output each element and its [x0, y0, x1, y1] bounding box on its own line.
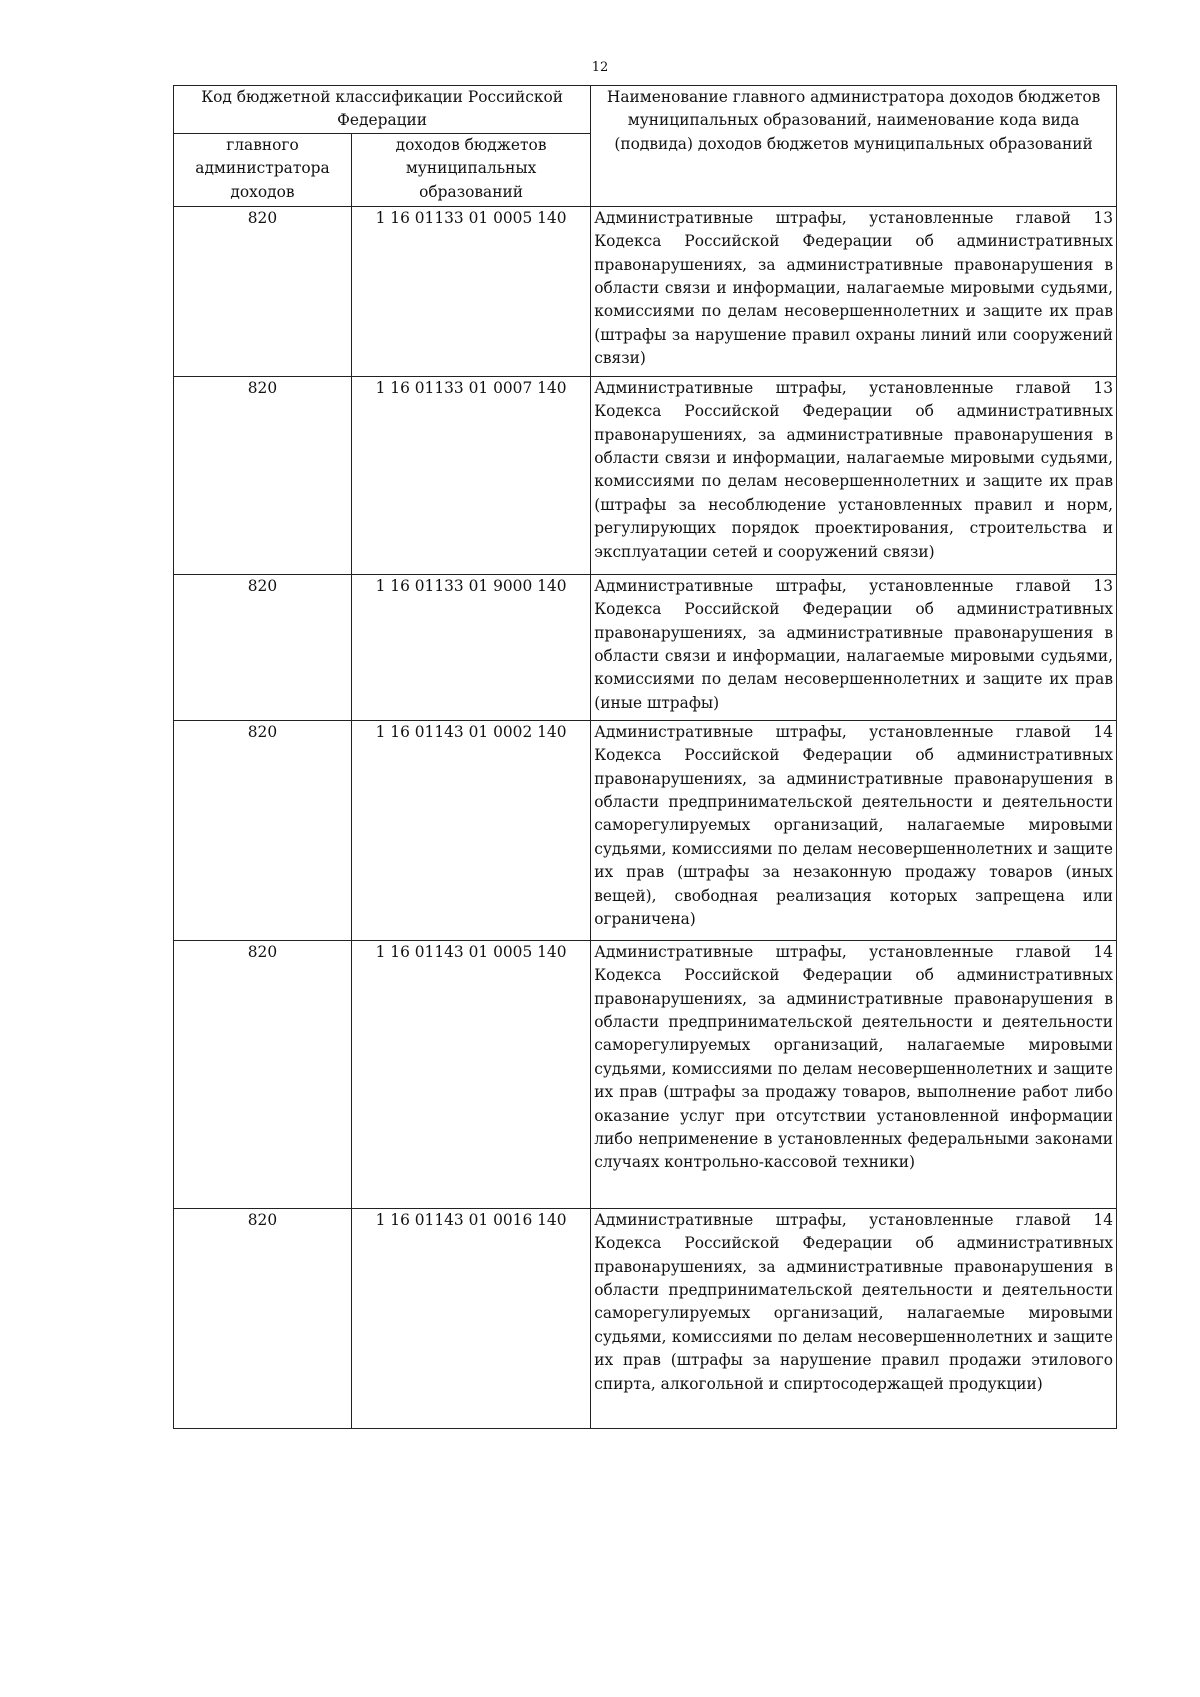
- table-row: [174, 940, 1117, 1208]
- row-income-code: 1 16 01143 01 0016 140: [351, 1208, 590, 1428]
- row-admin-code: 820: [174, 940, 352, 1208]
- table-row: [174, 720, 1117, 940]
- row-name: Административные штрафы, установленные главой 14 Кодекса Российской Федерации об административных правонарушениях, за административные правонарушения в области предпринимательской деятельности и деятельности саморегулируемых организаций, налагаемые мировыми судьями, комиссиями по делам несовершеннолетних и защите их прав (штрафы за нарушение правил продажи этилового спирта, алкогольной и спиртосодержащей продукции): [591, 1208, 1117, 1428]
- row-name: Административные штрафы, установленные главой 13 Кодекса Российской Федерации об административных правонарушениях, за административные правонарушения в области связи и информации, налагаемые мировыми судьями, комиссиями по делам несовершеннолетних и защите их прав (иные штрафы): [591, 574, 1117, 720]
- row-income-code: 1 16 01143 01 0005 140: [351, 940, 590, 1208]
- header-admin: главного администратора доходов: [174, 133, 352, 206]
- row-income-code: 1 16 01133 01 0005 140: [351, 206, 590, 376]
- table-row: [174, 206, 1117, 376]
- row-name: Административные штрафы, установленные главой 13 Кодекса Российской Федерации об административных правонарушениях, за административные правонарушения в области связи и информации, налагаемые мировыми судьями, комиссиями по делам несовершеннолетних и защите их прав (штрафы за несоблюдение установленных правил и норм, регулирующих порядок проектирования, строительства и эксплуатации сетей и сооружений связи): [591, 376, 1117, 574]
- row-admin-code: 820: [174, 376, 352, 574]
- budget-classification-table: [173, 85, 1117, 1429]
- row-admin-code: 820: [174, 1208, 352, 1428]
- row-name: Административные штрафы, установленные главой 14 Кодекса Российской Федерации об административных правонарушениях, за административные правонарушения в области предпринимательской деятельности и деятельности саморегулируемых организаций, налагаемые мировыми судьями, комиссиями по делам несовершеннолетних и защите их прав (штрафы за продажу товаров, выполнение работ либо оказание услуг при отсутствии установленной информации либо неприменение в установленных федеральными законами случаях контрольно-кассовой техники): [591, 940, 1117, 1208]
- page-number: 12: [591, 60, 609, 75]
- row-name: Административные штрафы, установленные главой 13 Кодекса Российской Федерации об административных правонарушениях, за административные правонарушения в области связи и информации, налагаемые мировыми судьями, комиссиями по делам несовершеннолетних и защите их прав (штрафы за нарушение правил охраны линий или сооружений связи): [591, 206, 1117, 376]
- row-admin-code: 820: [174, 574, 352, 720]
- row-income-code: 1 16 01133 01 9000 140: [351, 574, 590, 720]
- row-name: Административные штрафы, установленные главой 14 Кодекса Российской Федерации об административных правонарушениях, за административные правонарушения в области предпринимательской деятельности и деятельности саморегулируемых организаций, налагаемые мировыми судьями, комиссиями по делам несовершеннолетних и защите их прав (штрафы за незаконную продажу товаров (иных вещей), свободная реализация которых запрещена или ограничена): [591, 720, 1117, 940]
- row-income-code: 1 16 01133 01 0007 140: [351, 376, 590, 574]
- table-row: [174, 574, 1117, 720]
- header-classification-code: Код бюджетной классификации Российской Федерации: [174, 86, 591, 134]
- header-code: доходов бюджетов муниципальных образований: [351, 133, 590, 206]
- table-row: [174, 376, 1117, 574]
- row-admin-code: 820: [174, 720, 352, 940]
- header-name: Наименование главного администратора доходов бюджетов муниципальных образований, наименование кода вида (подвида) доходов бюджетов муниципальных образований: [591, 86, 1117, 207]
- table-row: [174, 1208, 1117, 1428]
- row-admin-code: 820: [174, 206, 352, 376]
- row-income-code: 1 16 01143 01 0002 140: [351, 720, 590, 940]
